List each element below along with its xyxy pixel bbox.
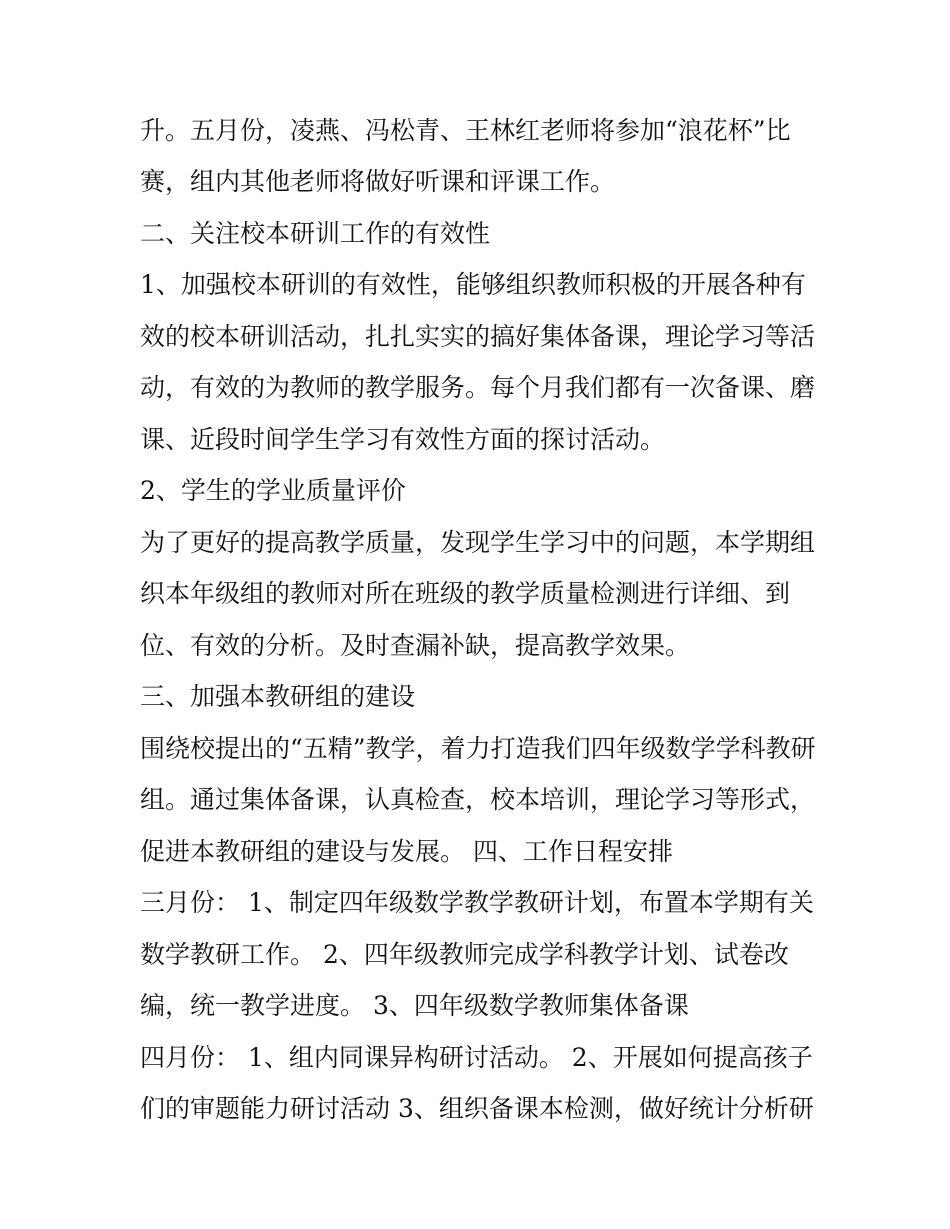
schedule-line: 数学教研工作。 2、四年级教师完成学科教学计划、试卷改 <box>140 940 789 969</box>
text-line: 织本年级组的教师对所在班级的教学质量检测进行详细、到 <box>140 579 791 608</box>
text-line: 促进本教研组的建设与发展。 四、工作日程安排 <box>140 837 673 866</box>
text-line: 组。通过集体备课，认真检查，校本培训，理论学习等形式， <box>140 785 816 814</box>
schedule-line: 们的审题能力研讨活动 3、组织备课本检测，做好统计分析研 <box>140 1094 814 1123</box>
subsection-heading: 2、学生的学业质量评价 <box>140 476 406 505</box>
text-line: 为了更好的提高教学质量，发现学生学习中的问题，本学期组 <box>140 528 816 557</box>
section-heading: 二、关注校本研训工作的有效性 <box>140 219 491 248</box>
text-line: 赛，组内其他老师将做好听课和评课工作。 <box>140 167 616 196</box>
text-line: 动，有效的为教师的教学服务。每个月我们都有一次备课、磨 <box>140 373 816 402</box>
schedule-line: 四月份： 1、组内同课异构研讨活动。 2、开展如何提高孩子 <box>140 1043 813 1072</box>
text-line: 课、近段时间学生学习有效性方面的探讨活动。 <box>140 425 666 454</box>
text-line: 围绕校提出的“五精”教学，着力打造我们四年级数学学科教研 <box>140 734 816 763</box>
schedule-line: 编，统一教学进度。 3、四年级数学教师集体备课 <box>140 991 689 1020</box>
section-heading: 三、加强本教研组的建设 <box>140 682 416 711</box>
text-line: 效的校本研训活动，扎扎实实的搞好集体备课，理论学习等活 <box>140 322 816 351</box>
schedule-line: 三月份： 1、制定四年级数学教学教研计划，布置本学期有关 <box>140 888 814 917</box>
text-line: 升。五月份，凌燕、冯松青、王林红老师将参加“浪花杯”比 <box>140 116 791 145</box>
text-line: 位、有效的分析。及时查漏补缺，提高教学效果。 <box>140 631 691 660</box>
subsection-heading: 1、加强校本研训的有效性，能够组织教师积极的开展各种有 <box>140 270 806 299</box>
